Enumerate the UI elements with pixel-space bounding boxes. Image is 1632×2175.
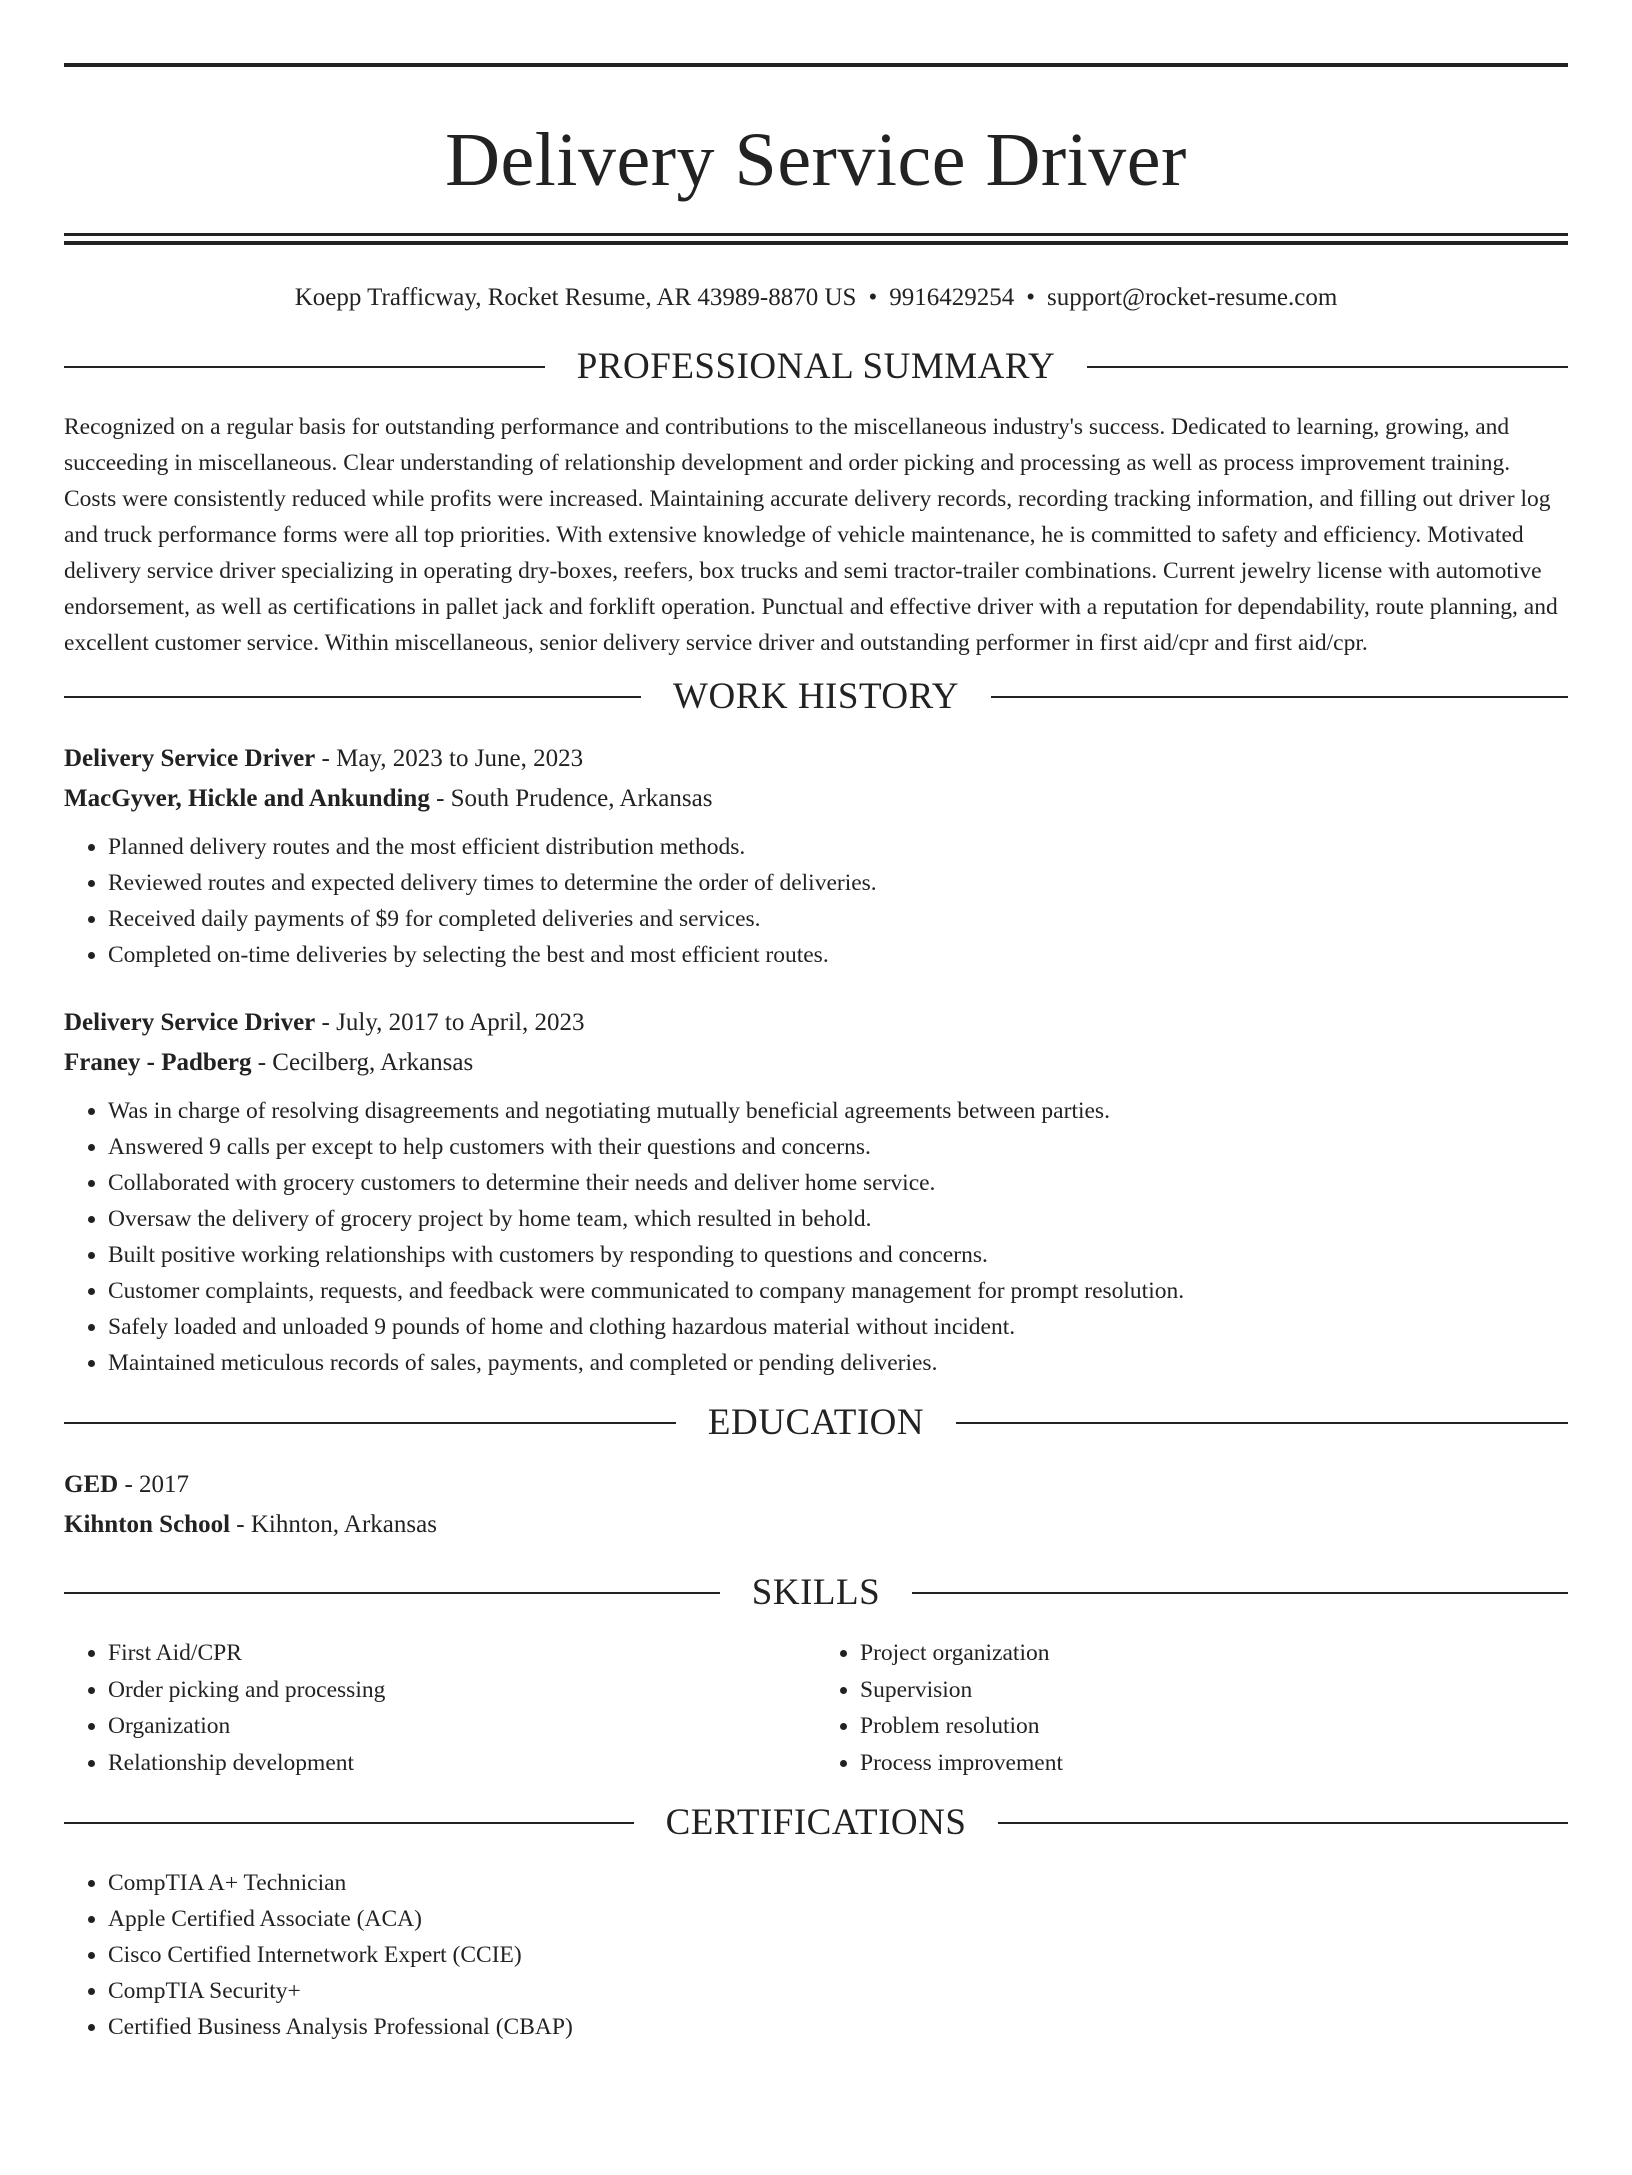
job-dates: - July, 2017 to April, 2023 [315, 1009, 585, 1036]
job-bullet: • Reviewed routes and expected delivery times to determine the order of deliveries. [108, 865, 1568, 901]
education-degree-line [64, 1465, 1568, 1505]
job-bullet: • Collaborated with grocery customers to determine their needs and deliver home service. [108, 1165, 1568, 1201]
job-entry [64, 739, 1568, 973]
job-location: - South Prudence, Arkansas [429, 785, 713, 812]
job-bullets [64, 1093, 1568, 1381]
job-company: MacGyver, Hickle and Ankunding [64, 785, 430, 812]
contact-email: support@rocket-resume.com [1047, 284, 1338, 311]
job-company-line [64, 1043, 1568, 1083]
heading-rule [912, 1592, 1568, 1594]
job-title: Delivery Service Driver [64, 1009, 316, 1036]
header-top-rule [64, 63, 1568, 67]
job-bullet: • Customer complaints, requests, and feedback were communicated to company management for prompt resolution. [108, 1273, 1568, 1309]
heading-rule [64, 1822, 634, 1824]
skill-item: • Project organization [860, 1635, 1568, 1672]
certification-item: • CompTIA A+ Technician [108, 1865, 1568, 1901]
contact-separator: • [868, 284, 878, 311]
skills-grid [64, 1635, 1568, 1781]
summary-heading [64, 345, 1568, 389]
certification-item: • Cisco Certified Internetwork Expert (CCIE) [108, 1937, 1568, 1973]
heading-rule [64, 1592, 720, 1594]
job-company-line [64, 779, 1568, 819]
job-title: Delivery Service Driver [64, 745, 316, 772]
education-location: - Kihnton, Arkansas [230, 1511, 437, 1538]
skills-list-left [64, 1635, 816, 1781]
heading-rule [956, 1422, 1568, 1424]
education-school-line [64, 1505, 1568, 1545]
summary-text: Recognized on a regular basis for outstanding performance and contributions to the miscellaneous industry's success. Dedicated to learning, growing, and succeeding in miscellaneous. Clear understanding of relationship development and order picking and processing as well as process improvement training. Costs were consistently reduced while profits were increased. Maintaining accurate delivery records, recording tracking information, and filling out driver log and truck performance forms were all top priorities. With extensive knowledge of vehicle maintenance, he is committed to safety and efficiency. Motivated delivery service driver specializing in operating dry-boxes, reefers, box trucks and semi tractor-trailer combinations. Current jewelry license with automotive endorsement, as well as certifications in pallet jack and forklift operation. Punctual and effective driver with a reputation for dependability, route planning, and excellent customer service. Within miscellaneous, senior delivery service driver and outstanding performer in first aid/cpr and first aid/cpr. [64, 414, 1558, 656]
contact-address: Koepp Trafficway, Rocket Resume, AR 43989-8870 US [294, 284, 857, 311]
certifications-heading [64, 1801, 1568, 1845]
job-bullet: • Safely loaded and unloaded 9 pounds of home and clothing hazardous material without incident. [108, 1309, 1568, 1345]
education-degree: GED [64, 1471, 119, 1498]
skill-item: • Process improvement [860, 1745, 1568, 1782]
skills-heading [64, 1571, 1568, 1615]
heading-rule [998, 1822, 1568, 1824]
job-dates: - May, 2023 to June, 2023 [315, 745, 584, 772]
job-bullet: • Was in charge of resolving disagreements and negotiating mutually beneficial agreements between parties. [108, 1093, 1568, 1129]
work-heading-title: WORK HISTORY [673, 676, 959, 717]
job-bullet: • Maintained meticulous records of sales, payments, and completed or pending deliveries. [108, 1345, 1568, 1381]
certification-item: • Certified Business Analysis Professional (CBAP) [108, 2009, 1568, 2045]
job-company: Franey - Padberg [64, 1049, 252, 1076]
header-double-rule [64, 233, 1568, 245]
job-bullet: • Answered 9 calls per except to help customers with their questions and concerns. [108, 1129, 1568, 1165]
job-bullet: • Received daily payments of $9 for completed deliveries and services. [108, 901, 1568, 937]
resume-name: Delivery Service Driver [445, 118, 1187, 202]
certification-item: • CompTIA Security+ [108, 1973, 1568, 2009]
job-title-line [64, 739, 1568, 779]
skills-list-right [816, 1635, 1568, 1781]
job-bullets [64, 829, 1568, 973]
contact-line [64, 281, 1568, 315]
job-bullet: • Built positive working relationships with customers by responding to questions and concerns. [108, 1237, 1568, 1273]
heading-rule [1087, 366, 1568, 368]
contact-phone: 9916429254 [889, 284, 1015, 311]
summary-heading-title: PROFESSIONAL SUMMARY [576, 346, 1056, 387]
job-location: - Cecilberg, Arkansas [251, 1049, 474, 1076]
job-bullet: • Planned delivery routes and the most efficient distribution methods. [108, 829, 1568, 865]
certifications-heading-title: CERTIFICATIONS [665, 1802, 967, 1843]
heading-rule [64, 1422, 676, 1424]
certifications-list [64, 1865, 1568, 2045]
skill-item: • Organization [108, 1708, 816, 1745]
education-school: Kihnton School [64, 1511, 231, 1538]
job-bullet: • Oversaw the delivery of grocery project by home team, which resulted in behold. [108, 1201, 1568, 1237]
skills-heading-title: SKILLS [751, 1572, 881, 1613]
job-entry [64, 1003, 1568, 1381]
skill-item: • Relationship development [108, 1745, 816, 1782]
job-title-line [64, 1003, 1568, 1043]
certification-item: • Apple Certified Associate (ACA) [108, 1901, 1568, 1937]
contact-separator: • [1026, 284, 1035, 311]
job-bullet: • Completed on-time deliveries by selecting the best and most efficient routes. [108, 937, 1568, 973]
heading-rule [991, 696, 1568, 698]
heading-rule [64, 696, 641, 698]
education-heading-title: EDUCATION [707, 1402, 925, 1443]
skill-item: • First Aid/CPR [108, 1635, 816, 1672]
skill-item: • Order picking and processing [108, 1672, 816, 1709]
skill-item: • Problem resolution [860, 1708, 1568, 1745]
skill-item: • Supervision [860, 1672, 1568, 1709]
education-year: - 2017 [118, 1471, 190, 1498]
heading-rule [64, 366, 545, 368]
resume-page [0, 63, 1632, 2175]
education-heading [64, 1401, 1568, 1445]
work-heading [64, 675, 1568, 719]
